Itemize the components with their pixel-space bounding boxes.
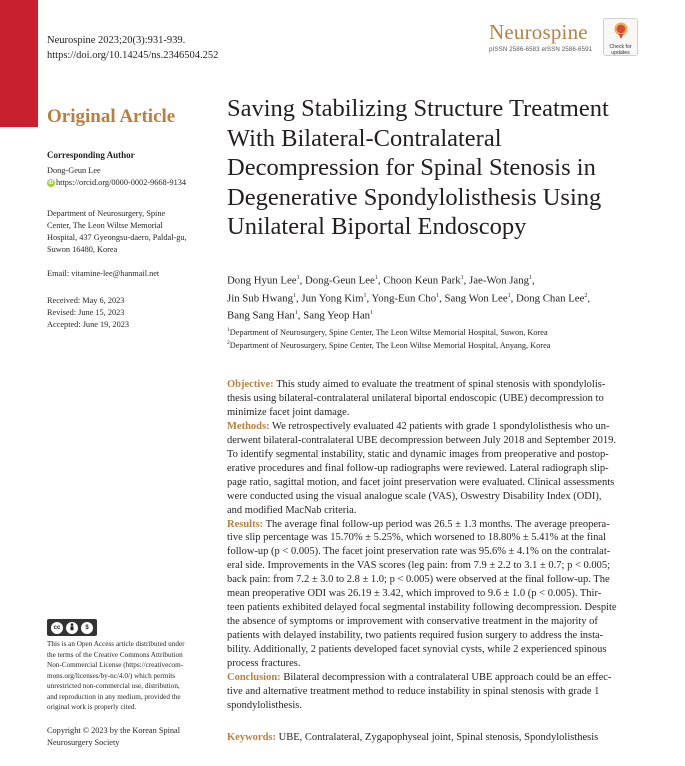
license-line: mons.org/licenses/by-nc/4.0/) which permits — [47, 671, 176, 680]
author-affiliation-mark: 1 — [460, 275, 464, 281]
abstract-line: the absence of symptoms or improvement with conservative treatment in the majority of — [227, 616, 598, 628]
abstract-line: derwent bilateral-contralateral UBE decompression between July 2018 and September 2019. — [227, 434, 616, 446]
author-name: Jin Sub Hwang — [227, 292, 293, 305]
corresponding-author-heading: Corresponding Author — [47, 150, 135, 160]
check-for-updates-badge[interactable] — [603, 18, 638, 56]
copyright-line: Copyright © 2023 by the Korean Spinal — [47, 726, 181, 735]
abstract-line — [227, 420, 639, 434]
author-name: Dong Chan Lee — [516, 292, 585, 305]
abstract-line — [227, 518, 639, 532]
abstract-line: To identify segmental instability, static and dynamic images from preoperative and postop- — [227, 448, 609, 460]
orcid-row[interactable] — [47, 177, 186, 189]
abstract-line: process fractures. — [227, 658, 301, 670]
author-name: Dong-Geun Lee — [304, 274, 375, 287]
author-affiliation-mark: 1 — [529, 275, 533, 281]
abstract-line — [227, 378, 639, 392]
check-updates-line2: updates — [611, 49, 630, 56]
author-name: Jae-Won Jang — [469, 274, 530, 287]
abstract-line: tive and alternative treatment method to reduce instability in spinal stenosis with grade 1 — [227, 685, 600, 697]
abstract-line: were conducted using the visual analogue scale (VAS), Oswestry Disability Index (ODI), — [227, 490, 602, 502]
journal-logo-text: Neurospine — [489, 20, 588, 44]
license-line: original work is properly cited. — [47, 703, 137, 711]
abstract-text: This study aimed to evaluate the treatment of spinal stenosis with spondylolis- — [276, 379, 606, 390]
citation-text: Neurospine 2023;20(3):931-939. — [47, 35, 186, 46]
author-name: Choon Keun Park — [383, 274, 461, 287]
affiliation-number: 1 — [227, 327, 230, 333]
abstract-text: Bilateral decompression with a contralateral UBE approach could be an effec- — [283, 672, 612, 684]
author-name: Bang Sang Han — [227, 309, 295, 322]
doi-link[interactable]: https://doi.org/10.14245/ns.2346504.252 — [47, 49, 219, 61]
article-type: Original Article — [47, 106, 176, 127]
orcid-link[interactable]: https://orcid.org/0000-0002-9668-9134 — [56, 178, 187, 187]
title-line: With Bilateral-Contralateral — [227, 124, 502, 152]
conclusion-label: Conclusion: — [227, 672, 281, 684]
address-line: Department of Neurosurgery, Spine — [47, 209, 166, 218]
abstract-line: bility. Additionally, 2 patients developed facet synovial cysts, while 2 experienced spinous — [227, 644, 607, 656]
author-affiliation-mark: 1 — [370, 310, 374, 317]
received-date: Received: May 6, 2023 — [47, 296, 125, 305]
author-email[interactable]: Email: vitamine-lee@hanmail.net — [47, 269, 160, 278]
author-name: Sang Won Lee — [444, 292, 508, 305]
copyright-line: Neurosurgery Society — [47, 738, 120, 747]
author-affiliation-mark: 1 — [507, 292, 511, 299]
address-line: Center, The Leon Wiltse Memorial — [47, 221, 163, 230]
author-name: Dong Hyun Lee — [227, 274, 297, 287]
affiliation-number: 2 — [227, 340, 230, 347]
non-commercial-icon: $ — [81, 622, 93, 634]
objective-label: Objective: — [227, 379, 274, 390]
author-affiliation-mark: 1 — [294, 310, 298, 317]
author-name: Sang Yeop Han — [303, 309, 371, 322]
affiliation-text: Department of Neurosurgery, Spine Center, The Leon Wiltse Memorial Hospital, Anyang, Korea — [229, 341, 551, 351]
author-affiliation-mark: 2 — [584, 292, 588, 299]
author-affiliation-mark: 1 — [374, 275, 378, 281]
author-line: Jin Sub Hwang$^1$, Jun Yong Kim$^1$, Yong-Eun Cho$^1$, Sang Won Lee$^1$, Dong Chan Lee$^2$, — [227, 292, 591, 305]
author-line: Dong Hyun Lee$^1$, Dong-Geun Lee$^1$, Choon Keun Park$^1$, Jae-Won Jang$^1$, — [227, 274, 535, 287]
license-line: This is an Open Access article distributed under — [47, 640, 185, 648]
methods-label: Methods: — [227, 420, 270, 432]
abstract-line: teen patients exhibited delayed focal segmental instability following decompression. Despite — [227, 602, 617, 614]
abstract-line: page ratio, sagittal motion, and facet joint preservation were evaluated. Clinical assessments — [227, 476, 615, 488]
affiliation-list — [227, 325, 550, 352]
address-line: Suwon 16480, Korea — [47, 245, 118, 254]
title-line: Unilateral Biportal Endoscopy — [227, 213, 527, 240]
title-line: Degenerative Spondylolisthesis Using — [227, 183, 602, 211]
keywords-label: Keywords: — [227, 732, 276, 743]
article-title — [227, 94, 657, 242]
accepted-date: Accepted: June 19, 2023 — [47, 320, 130, 329]
author-line: Bang Sang Han$^1$, Sang Yeop Han$^1$ — [227, 309, 374, 322]
abstract-text: We retrospectively evaluated 42 patients with grade 1 spondylolisthesis who un- — [272, 420, 610, 432]
journal-brand — [489, 20, 607, 53]
author-address — [47, 208, 217, 256]
author-list — [227, 271, 590, 324]
affiliation-text: Department of Neurosurgery, Spine Center, The Leon Wiltse Memorial Hospital, Suwon, Korea — [229, 327, 548, 337]
abstract — [227, 378, 639, 713]
abstract-line: erative procedures and final follow-up radiographs were reviewed. Lateral radiograph slip- — [227, 462, 609, 474]
results-label: Results: — [227, 518, 264, 530]
creative-commons-badge[interactable] — [47, 619, 97, 636]
abstract-line: thesis using bilateral-contralateral unilateral biportal endoscopic (UBE) decompression to — [227, 392, 604, 404]
issn-text: pISSN 2586-6583 eISSN 2586-6591 — [489, 46, 593, 53]
license-line: the terms of the Creative Commons Attribution — [47, 650, 183, 659]
abstract-line: spondylolisthesis. — [227, 699, 302, 711]
author-affiliation-mark: 1 — [292, 292, 296, 299]
abstract-line: and modified MacNab criteria. — [227, 504, 357, 516]
cc-icon: cc — [51, 622, 63, 634]
license-line: Non-Commercial License (https://creativecom- — [47, 661, 184, 669]
abstract-line: tive slip percentage was 15.70% ± 5.25%, which worsened to 18.80% ± 5.41% at the final — [227, 532, 606, 544]
keywords-text: UBE, Contralateral, Zygapophyseal joint, Spinal stenosis, Spondylolisthesis — [278, 732, 599, 743]
address-line: Hospital, 437 Gyeongsu-daero, Paldal-gu, — [47, 233, 187, 242]
abstract-text: The average final follow-up period was 26.5 ± 1.3 months. The average preopera- — [265, 518, 610, 530]
abstract-line: back pain: from 7.2 ± 3.0 to 2.8 ± 1.0; p < 0.005) were observed at the final follow-up. The — [227, 574, 610, 586]
by-icon — [66, 622, 78, 634]
abstract-line: minimize facet joint damage. — [227, 406, 350, 418]
title-line: Saving Stabilizing Structure Treatment — [227, 95, 609, 122]
corresponding-author-name: Dong-Geun Lee — [47, 166, 101, 175]
license-text — [47, 639, 213, 713]
author-affiliation-mark: 1 — [436, 292, 440, 299]
journal-citation — [47, 34, 218, 63]
abstract-line: follow-up (p < 0.005). The facet joint preservation rate was 95.6% ± 4.1% on the contralat- — [227, 546, 611, 558]
abstract-line: patients with delayed instability, two patients required fusion surgery to address the insta- — [227, 630, 604, 642]
author-affiliation-mark: 1 — [363, 292, 367, 299]
affiliation-item — [227, 338, 550, 351]
revised-date: Revised: June 15, 2023 — [47, 308, 125, 317]
title-line: Decompression for Spinal Stenosis in — [227, 154, 596, 181]
journal-color-bar — [0, 0, 38, 127]
bookmark-ribbon-icon — [613, 22, 629, 40]
check-updates-line1: Check for — [609, 44, 632, 50]
article-dates — [47, 295, 129, 331]
license-line: and reproduction in any medium, provided the — [47, 692, 181, 701]
keywords — [227, 732, 598, 743]
author-name: Yong-Eun Cho — [371, 292, 437, 305]
author-affiliation-mark: 1 — [296, 275, 300, 281]
abstract-line: eral side. Improvements in the VAS scores (leg pain: from 7.9 ± 2.2 to 3.1 ± 0.7; p < 0.005; — [227, 560, 611, 572]
orcid-icon: iD — [48, 180, 54, 186]
affiliation-item — [227, 325, 550, 338]
abstract-line: mean preoperative ODI was 26.19 ± 3.42, which improved to 9.6 ± 1.0 (p < 0.005). Thir- — [227, 588, 602, 600]
license-line: unrestricted non-commercial use, distribution, — [47, 682, 180, 690]
copyright-notice — [47, 725, 180, 749]
author-name: Jun Yong Kim — [301, 292, 364, 305]
abstract-line — [227, 671, 639, 685]
